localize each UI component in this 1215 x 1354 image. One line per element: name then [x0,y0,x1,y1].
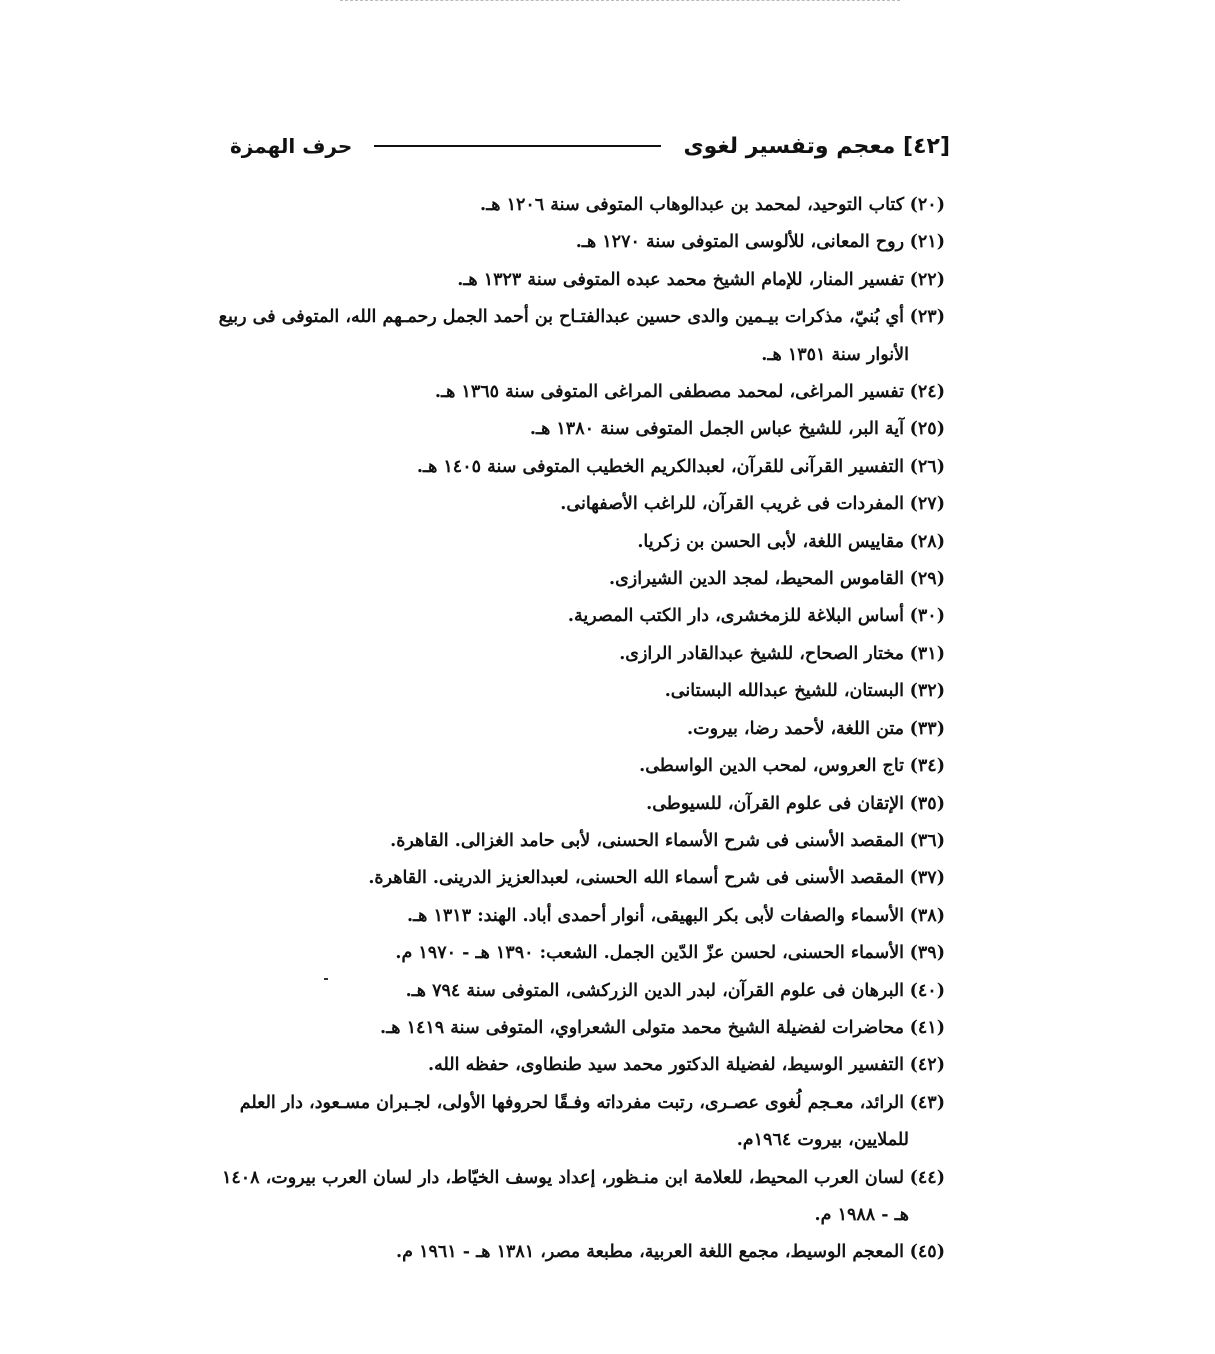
reference-text: آية البر، للشيخ عباس الجمل المتوفى سنة ١٣٨٠ هـ. [529,419,905,440]
reference-item [215,374,945,411]
reference-number: (٢٦) [909,456,945,477]
reference-text: الرائد، معـجم لُغوى عصـرى، رتبت مفرداته وفـقًا لحروفها الأولى، لجـبران مسـعود، دار العلم للملايين، بيروت ١٩٦٤م. [239,1092,909,1151]
reference-text: أساس البلاغة للزمخشرى، دار الكتب المصرية. [567,606,905,627]
reference-text: الأسماء والصفات لأبى بكر البهيقى، أنوار أحمدى أباد. الهند: ١٣١٣ هـ. [406,905,905,926]
reference-text: لسان العرب المحيط، للعلامة ابن منـظور، إعداد يوسف الخيّاط، دار لسان العرب بيروت، ١٤٠٨ هـ - ١٩٨٨ م. [221,1167,909,1225]
reference-number: (٢٢) [909,269,945,290]
reference-item [215,524,945,561]
reference-item [215,449,945,486]
reference-number: (٢٩) [909,569,945,590]
reference-text: المفردات فى غريب القرآن، للراغب الأصفهانى. [560,494,905,515]
reference-number: (٢٠) [909,195,945,215]
reference-item [215,636,945,673]
reference-text: تفسير المنار، للإمام الشيخ محمد عبده المتوفى سنة ١٣٢٣ هـ. [457,269,905,290]
reference-item [215,860,945,897]
reference-item [215,224,945,261]
reference-number: (٢١) [909,232,945,253]
reference-item [215,1010,945,1047]
reference-text: روح المعانى، للألوسى المتوفى سنة ١٢٧٠ هـ. [575,232,905,253]
reference-item [215,561,945,598]
reference-text: متن اللغة، لأحمد رضا، بيروت. [687,718,905,739]
reference-text: الإتقان فى علوم القرآن، للسيوطى. [646,793,905,814]
header-rule [374,145,661,147]
reference-number: (٤٣) [909,1092,945,1113]
reference-text: التفسير الوسيط، لفضيلة الدكتور محمد سيد طنطاوى، حفظه الله. [428,1055,905,1076]
reference-item [215,262,945,299]
reference-number: (٢٧) [909,494,945,515]
reference-item [215,187,945,224]
reference-text: تفسير المراغى، لمحمد مصطفى المراغى المتوفى سنة ١٣٦٥ هـ. [434,382,905,403]
reference-text: الأسماء الحسنى، لحسن عزّ الدّين الجمل. الشعب: ١٣٩٠ هـ - ١٩٧٠ م. [395,943,905,964]
reference-text: التفسير القرآنى للقرآن، لعبدالكريم الخطيب المتوفى سنة ١٤٠٥ هـ. [416,456,905,477]
reference-number: (٣٦) [909,830,945,851]
reference-item [215,786,945,823]
reference-item [215,711,945,748]
reference-text: تاج العروس، لمحب الدين الواسطى. [639,756,905,777]
reference-number: (٤٥) [909,1242,945,1263]
reference-item [215,935,945,972]
reference-text: المقصد الأسنى فى شرح الأسماء الحسنى، لأبى حامد الغزالى. القاهرة. [390,830,905,851]
reference-text: مقاييس اللغة، لأبى الحسن بن زكريا. [637,531,905,552]
reference-number: (٣٢) [909,681,945,702]
reference-number: (٣٩) [909,943,945,964]
book-title: [٤٢] معجم وتفسير لغوى [683,133,950,159]
reference-item [215,748,945,785]
reference-item [215,1160,945,1235]
reference-number: (٢٥) [909,419,945,440]
chapter-title: حرف الهمزة [230,134,353,158]
scan-speck [324,978,328,980]
reference-number: (٣٣) [909,718,945,739]
reference-text: أي بُنيّ، مذكرات بيـمين والدى حسين عبدالفتـاح بن أحمد الجمل رحمـهم الله، المتوفى فى ربيع الأنوار سنة ١٣٥١ هـ. [218,307,909,365]
reference-item [215,823,945,860]
reference-number: (٣٤) [909,756,945,777]
reference-number: (٣١) [909,643,945,664]
reference-text: المقصد الأسنى فى شرح أسماء الله الحسنى، لعبدالعزيز الدرينى. القاهرة. [368,868,905,889]
reference-item [215,411,945,448]
reference-number: (٣٥) [909,793,945,814]
reference-text: محاضرات لفضيلة الشيخ محمد متولى الشعراوي، المتوفى سنة ١٤١٩ هـ. [380,1017,905,1038]
reference-number: (٤٢) [909,1055,945,1076]
reference-number: (٣٨) [909,905,945,926]
reference-item [215,673,945,710]
reference-item [215,898,945,935]
reference-list [215,187,945,1272]
page-header [230,128,950,164]
reference-number: (٤٤) [909,1167,945,1188]
reference-number: (٣٠) [909,606,945,627]
reference-text: كتاب التوحيد، لمحمد بن عبدالوهاب المتوفى سنة ١٢٠٦ هـ. [480,195,905,215]
scan-edge-marks [340,0,900,5]
reference-number: (٣٧) [909,868,945,889]
reference-item [215,486,945,523]
reference-number: (٢٤) [909,382,945,403]
reference-text: البرهان فى علوم القرآن، لبدر الدين الزركشى، المتوفى سنة ٧٩٤ هـ. [405,980,905,1001]
reference-item [215,299,945,374]
reference-number: (٤٠) [909,980,945,1001]
reference-item [215,1085,945,1160]
reference-number: (٤١) [909,1017,945,1038]
reference-number: (٢٣) [909,307,945,328]
reference-text: القاموس المحيط، لمجد الدين الشيرازى. [609,569,905,590]
reference-text: مختار الصحاح، للشيخ عبدالقادر الرازى. [619,643,905,664]
reference-item [215,598,945,635]
reference-item [215,1047,945,1084]
reference-item [215,1234,945,1271]
reference-text: البستان، للشيخ عبدالله البستانى. [664,681,905,702]
reference-text: المعجم الوسيط، مجمع اللغة العربية، مطبعة مصر، ١٣٨١ هـ - ١٩٦١ م. [396,1242,905,1263]
reference-number: (٢٨) [909,531,945,552]
